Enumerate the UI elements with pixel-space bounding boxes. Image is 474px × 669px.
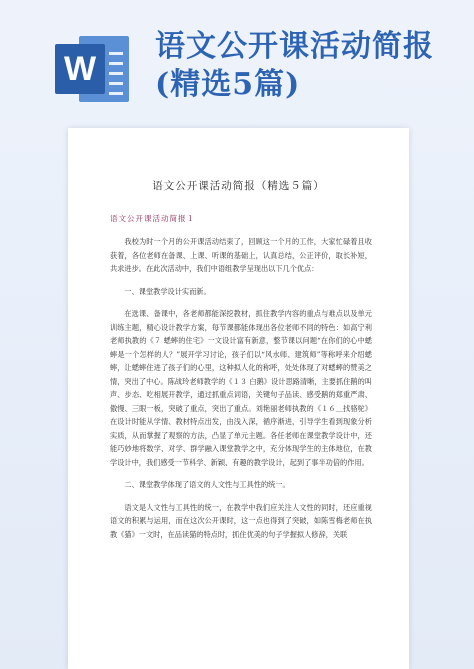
document-body — [110, 235, 372, 541]
document-page — [68, 128, 409, 669]
word-icon-letter: W — [55, 44, 105, 94]
paragraph-body-1: 在选课、备课中，各老师都能深挖教材，抓住教学内容的重点与难点以及单元训练主题，精心设计教学方案，每节课都能体现出各位老师不同的特色：如高宁利老师执教的《７ 蟋蟀的住宅》一文设计富有新意，整节课以问题“在你们的心中蟋蟀是一个怎样的人？”展开学习讨论，孩子们以“风水师、建筑师”等称呼来介绍蟋蟀，让蟋蟀住进了孩子们的心里，这种拟人化的称呼，处处体现了对蟋蟀的赞美之情，突出了中心。陈战玲老师教学的《１３ 白鹅》设计思路清晰，主要抓住鹅的叫声、步态、吃相展开教学，通过抓重点词语，关键句子品读、感受鹅的郑重严肃、傲慢、三眼一板，突破了重点，突出了重点。刘艳丽老师执教的《１６＿找骆驼》在设计时能从学情、教材特点出发，由浅入深，循序渐进，引导学生看到现象分析实质，从而掌握了观察的方法，凸显了单元主题。各任老师在课堂教学设计中，还能巧妙地将数学、对学、群学融入课堂教学之中，充分体现学生的主体地位，在教学设计中，我们感受一节科学、新颖、有趣的教学设计，起到了事半功倍的作用。 — [110, 309, 372, 467]
banner-title: 语文公开课活动简报(精选5篇) — [155, 29, 434, 102]
paragraph-body-2: 语文是人文性与工具性的统一，在教学中我们应关注人文性的同时，还应重视语文的积累与运用，而在这次公开课时，这一点也得到了突破，如陈雪梅老师在执教《猫》一文时，在品读猫的特点时，抓住优美的句子学握拟人修辞，关联 — [110, 502, 372, 539]
cover-banner — [0, 0, 474, 125]
section-label: 语文公开课活动简报１ — [110, 214, 195, 223]
document-title: 语文公开课活动简报（精选５篇） — [152, 180, 325, 192]
paragraph-heading-1: 一、课堂教学设计实而新。 — [124, 286, 211, 296]
paragraph-intro: 我校为时一个月的公开课活动结束了，回顾这一个月的工作，大家忙碌着且收获着，各位老师在备课、上课、听课的基础上，认真总结，公正评价，取长补短，共求进步。在此次活动中，我们中语组教学呈现出以下几个优点： — [110, 237, 372, 273]
paragraph-heading-2: 二、课堂教学体现了语文的人文性与工具性的统一。 — [124, 480, 290, 489]
word-document-icon — [55, 30, 133, 108]
